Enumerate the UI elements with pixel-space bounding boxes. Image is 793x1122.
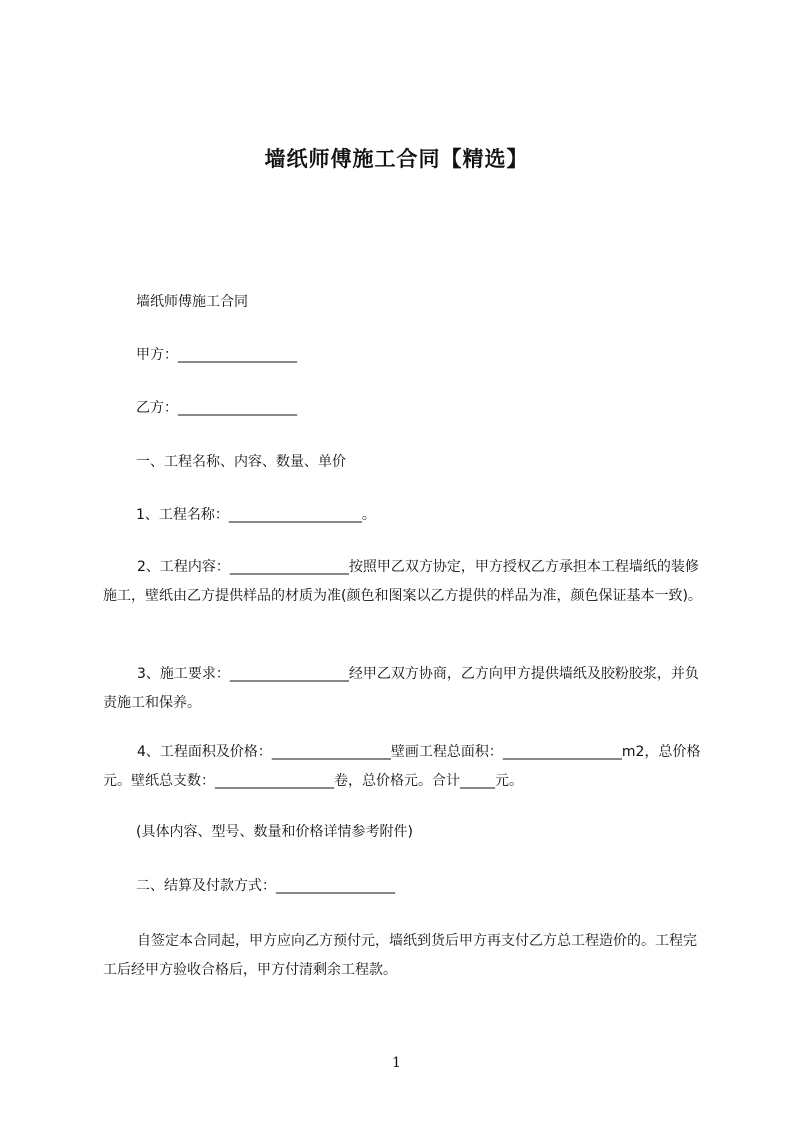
item-1-project-name: 1、工程名称：___________________。 [136, 507, 376, 523]
item-3-construction-requirements: 3、施工要求：_________________经甲乙双方协商，乙方向甲方提供墙纸及胶粉胶浆，并负责施工和保养。 [103, 666, 699, 711]
item-2-project-content: 2、工程内容：_________________按照甲乙双方协定，甲方授权乙方承担本工程墙纸的装修施工，壁纸由乙方提供样品的材质为准(颜色和图案以乙方提供的样品为准，颜色保证基本一致)。 [103, 559, 702, 604]
page-number: 1 [392, 1055, 401, 1071]
party-b-line: 乙方：_________________ [136, 400, 297, 416]
document-title: 墙纸师傅施工合同【精选】 [264, 147, 529, 171]
section-2-heading: 二、结算及付款方式：_________________ [136, 878, 395, 894]
party-a-line: 甲方：_________________ [136, 347, 297, 363]
payment-terms-paragraph: 自签定本合同起，甲方应向乙方预付元，墙纸到货后甲方再支付乙方总工程造价的。工程完工后经甲方验收合格后，甲方付清剩余工程款。 [103, 933, 697, 978]
attachment-note: (具体内容、型号、数量和价格详情参考附件) [136, 824, 413, 840]
item-4-area-and-price: 4、工程面积及价格：_________________壁画工程总面积：_________________m2，总价格元。壁纸总支数：_________________卷，总价格元。合计_____元。 [103, 744, 701, 789]
contract-subtitle: 墙纸师傅施工合同 [136, 294, 248, 310]
section-1-heading: 一、工程名称、内容、数量、单价 [136, 454, 346, 470]
